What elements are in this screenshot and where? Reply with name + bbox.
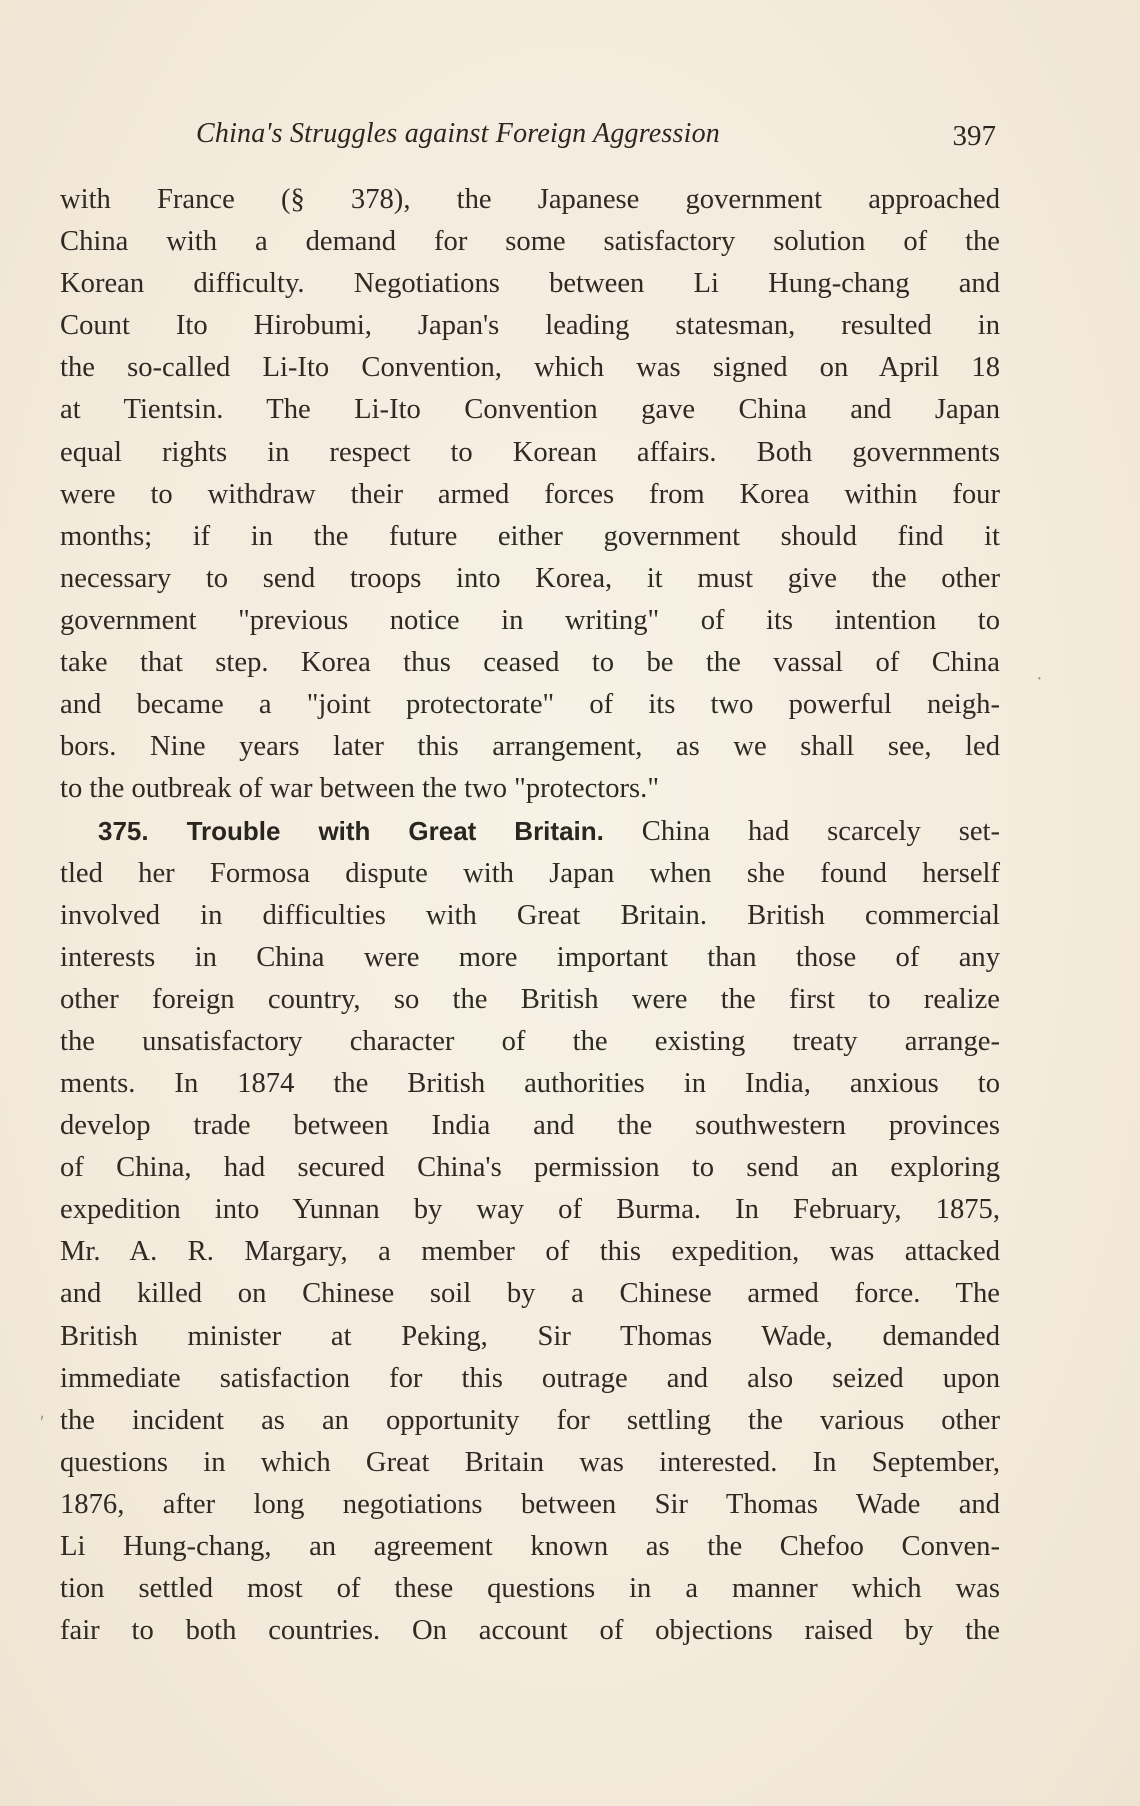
text-line: were to withdraw their armed forces from Korea within four [60, 478, 1000, 510]
text-line: ments. In 1874 the British authorities in India, anxious to [60, 1067, 1000, 1099]
margin-tick-mark: ʹ [40, 1412, 45, 1434]
margin-dot-mark: · [1036, 668, 1043, 690]
text-line: bors. Nine years later this arrangement, as we shall see, led [60, 731, 1000, 763]
text-line: develop trade between India and the southwestern provinces [60, 1110, 1000, 1142]
section-heading: 375. Trouble with Great Britain. [98, 816, 604, 847]
body-text [60, 179, 1000, 1652]
text-line: and killed on Chinese soil by a Chinese armed force. The [60, 1278, 1000, 1310]
text-line: other foreign country, so the British were the first to realize [60, 983, 1000, 1015]
text-line: fair to both countries. On account of objections raised by the [60, 1615, 1000, 1647]
text-line: Mr. A. R. Margary, a member of this expedition, was attacked [60, 1236, 1000, 1268]
section-first-line-text: China had scarcely set- [641, 816, 1000, 848]
text-line: China with a demand for some satisfactory solution of the [60, 226, 1000, 258]
text-line: Korean difficulty. Negotiations between Li Hung-chang and [60, 268, 1000, 300]
text-line: equal rights in respect to Korean affairs. Both governments [60, 436, 1000, 468]
text-line: involved in difficulties with Great Britain. British commercial [60, 899, 1000, 931]
text-line: questions in which Great Britain was interested. In September, [60, 1446, 1000, 1478]
running-head [196, 118, 996, 162]
text-line: months; if in the future either government should find it [60, 520, 1000, 552]
section-first-line [60, 810, 1000, 852]
text-line: take that step. Korea thus ceased to be the vassal of China [60, 647, 1000, 679]
text-line: with France (§ 378), the Japanese government approached [60, 184, 1000, 215]
text-line: to the outbreak of war between the two "protectors." [60, 773, 659, 805]
text-line: expedition into Yunnan by way of Burma. In February, 1875, [60, 1194, 1000, 1226]
running-title: China's Struggles against Foreign Aggression [196, 118, 720, 149]
text-line: Li Hung-chang, an agreement known as the Chefoo Conven- [60, 1531, 1000, 1562]
text-line: British minister at Peking, Sir Thomas Wade, demanded [60, 1320, 1000, 1352]
text-line: necessary to send troops into Korea, it must give the other [60, 562, 1000, 594]
text-line: Count Ito Hirobumi, Japan's leading statesman, resulted in [60, 310, 1000, 342]
text-line: and became a "joint protectorate" of its two powerful neigh- [60, 689, 1000, 721]
text-line: immediate satisfaction for this outrage and also seized upon [60, 1362, 1000, 1394]
text-line: interests in China were more important than those of any [60, 941, 1000, 973]
text-line: at Tientsin. The Li-Ito Convention gave China and Japan [60, 394, 1000, 426]
text-line: the so-called Li-Ito Convention, which was signed on April 18 [60, 352, 1000, 384]
text-line: tled her Formosa dispute with Japan when she found herself [60, 857, 1000, 889]
text-line: tion settled most of these questions in a manner which was [60, 1573, 1000, 1605]
text-line: the incident as an opportunity for settling the various other [60, 1404, 1000, 1436]
text-line: 1876, after long negotiations between Sir Thomas Wade and [60, 1488, 1000, 1520]
page-number: 397 [952, 120, 996, 152]
text-line: government "previous notice in writing" of its intention to [60, 604, 1000, 636]
text-line: the unsatisfactory character of the existing treaty arrange- [60, 1025, 1000, 1057]
text-line: of China, had secured China's permission to send an exploring [60, 1152, 1000, 1184]
